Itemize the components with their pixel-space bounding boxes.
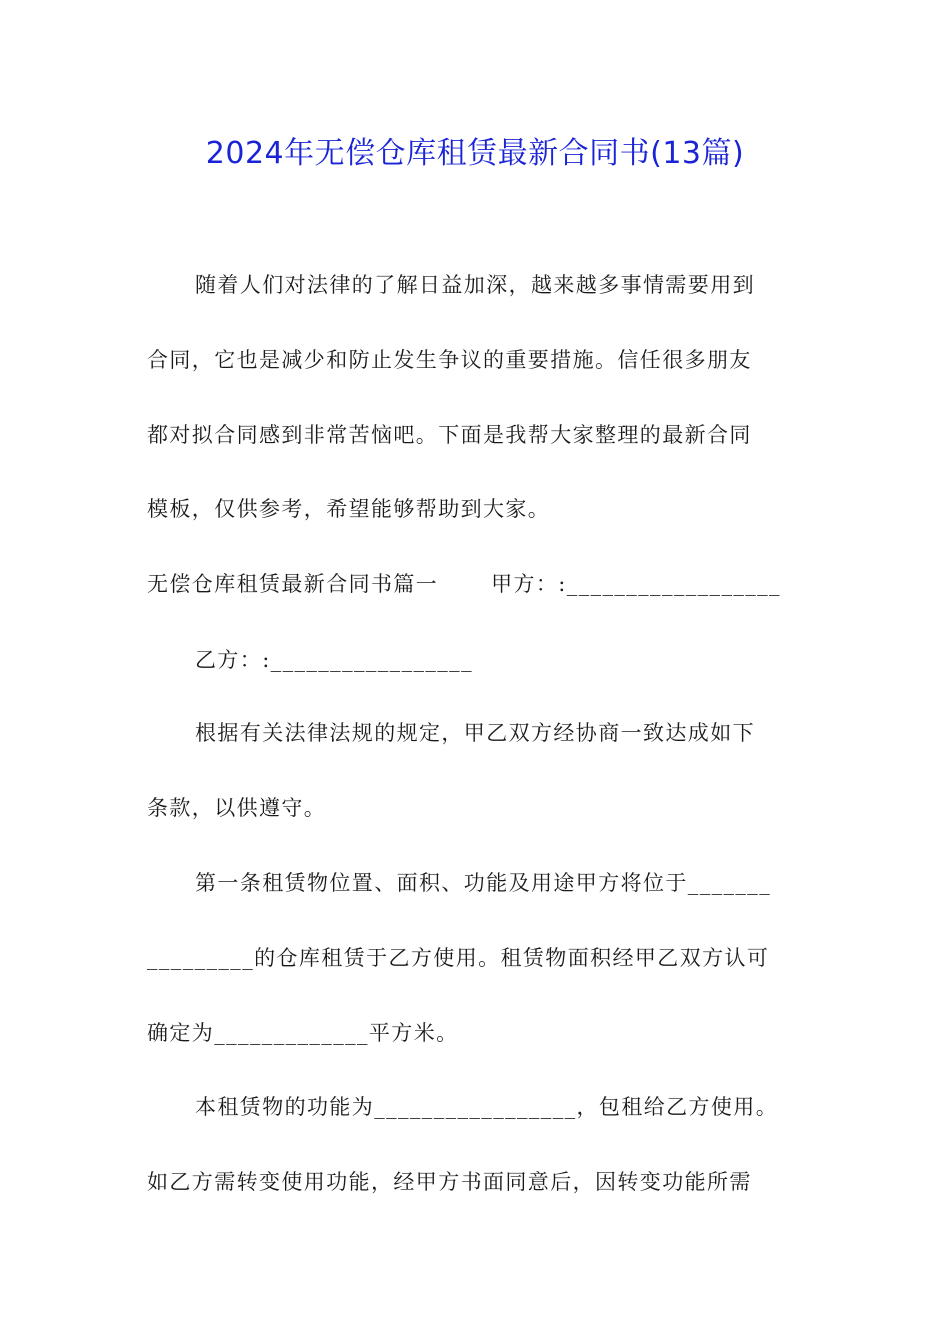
paragraph-line: 根据有关法律法规的规定，甲乙双方经协商一致达成如下 (195, 721, 755, 745)
document-title: 2024年无偿仓库租赁最新合同书(13篇) (205, 136, 745, 171)
section-heading-party-a: 无偿仓库租赁最新合同书篇一 甲方：:__________________ (147, 572, 781, 596)
paragraph-line: 条款，以供遵守。 (147, 796, 327, 820)
paragraph-line: 随着人们对法律的了解日益加深，越来越多事情需要用到 (195, 273, 755, 297)
paragraph-line: _________的仓库租赁于乙方使用。租赁物面积经甲乙双方认可 (147, 946, 770, 970)
paragraph-line: 都对拟合同感到非常苦恼吧。下面是我帮大家整理的最新合同 (147, 423, 752, 447)
paragraph-line: 第一条租赁物位置、面积、功能及用途甲方将位于_______ (195, 871, 772, 895)
paragraph-line: 本租赁物的功能为_________________，包租给乙方使用。 (195, 1095, 779, 1119)
paragraph-line: 模板，仅供参考，希望能够帮助到大家。 (147, 497, 551, 521)
paragraph-line: 如乙方需转变使用功能，经甲方书面同意后，因转变功能所需 (147, 1170, 752, 1194)
paragraph-line: 确定为_____________平方米。 (147, 1021, 459, 1045)
party-b-line: 乙方：:_________________ (195, 648, 473, 672)
paragraph-line: 合同，它也是减少和防止发生争议的重要措施。信任很多朋友 (147, 348, 752, 372)
